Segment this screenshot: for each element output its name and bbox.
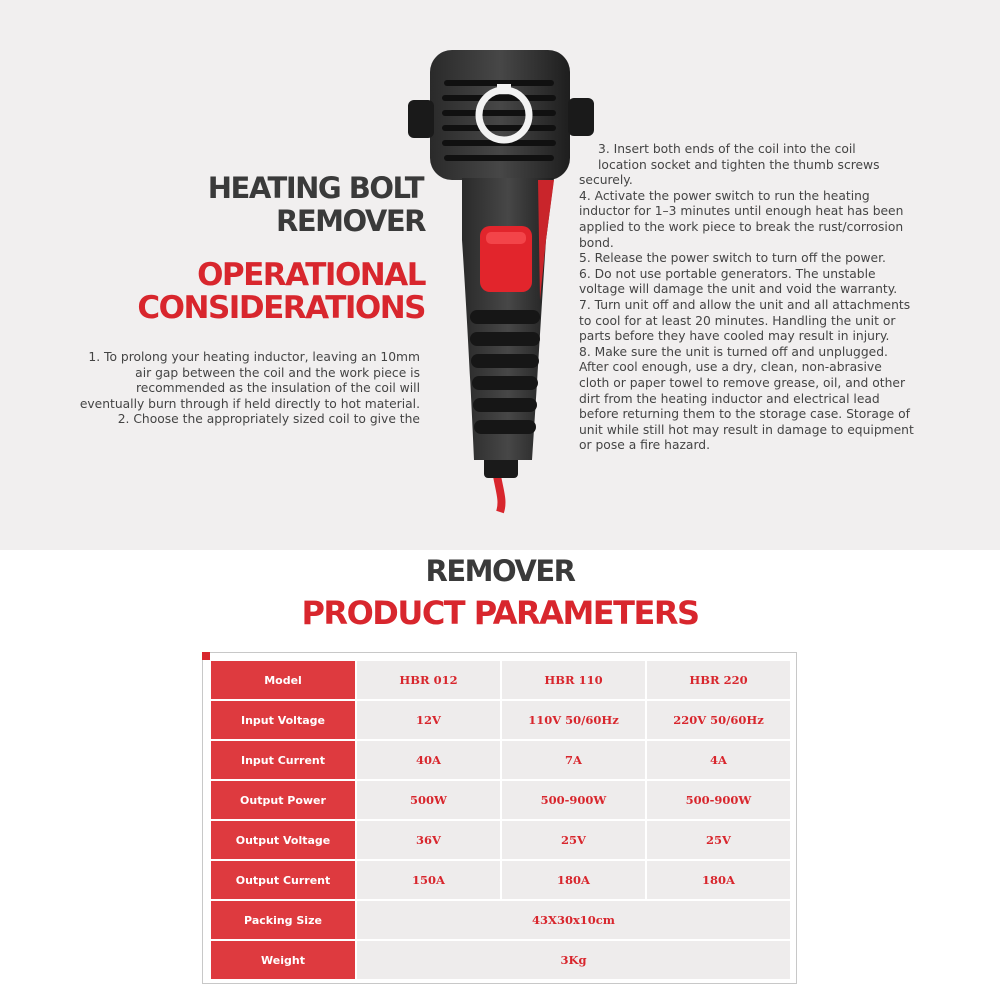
table-cell: 4A [647,741,790,779]
table-row [211,861,790,899]
instruction-line: before returning them to the storage case. Storage of [579,407,911,422]
table-row [211,701,790,739]
instruction-line: 7. Turn unit off and allow the unit and all attachments [579,297,911,312]
instructions-left [80,350,420,428]
table-cell: 25V [647,821,790,859]
section-heading-line-2: CONSIDERATIONS [137,290,425,326]
table-row [211,661,790,699]
instruction-line: air gap between the coil and the work piece is [135,365,420,380]
table-cell: 150A [357,861,500,899]
table-cell: 7A [502,741,645,779]
instruction-line: applied to the work piece to break the rust/corrosion [579,219,904,234]
table-cell: 180A [647,861,790,899]
row-label: Output Current [211,861,355,899]
instruction-line: 2. Choose the appropriately sized coil to give the [117,412,420,427]
instruction-line: After cool enough, use a dry, clean, non-abrasive [579,360,882,375]
table-row [211,901,790,939]
model-cell: HBR 220 [647,661,790,699]
parameters-title: REMOVER [425,554,575,588]
row-label: Input Current [211,741,355,779]
instruction-line: securely. [579,173,633,188]
instruction-line: eventually burn through if held directly to hot material. [79,396,420,411]
instruction-line: 4. Activate the power switch to run the heating [579,188,870,203]
instruction-line: or pose a fire hazard. [579,438,711,453]
table-row [211,821,790,859]
instruction-line: 8. Make sure the unit is turned off and unplugged. [579,344,888,359]
instructions-right [579,142,914,454]
table-cell-merged: 43X30x10cm [357,901,790,939]
table-cell: 40A [357,741,500,779]
table-cell-merged: 3Kg [357,941,790,979]
instruction-line: bond. [579,235,614,250]
table-cell: 500W [357,781,500,819]
table-cell: 36V [357,821,500,859]
instruction-line: location socket and tighten the thumb screws [598,157,880,172]
instruction-line: 1. To prolong your heating inductor, leaving an 10mm [88,350,420,364]
instruction-line: dirt from the heating inductor and electrical lead [579,391,880,406]
row-label: Model [211,661,355,699]
instruction-line: to cool for at least 20 minutes. Handling the unit or [579,313,896,328]
instruction-line: 3. Insert both ends of the coil into the coil [598,142,856,156]
table-cell: 110V 50/60Hz [502,701,645,739]
parameters-subtitle: PRODUCT PARAMETERS [301,594,699,632]
row-label: Packing Size [211,901,355,939]
table-row [211,741,790,779]
row-label: Input Voltage [211,701,355,739]
row-label: Weight [211,941,355,979]
row-label: Output Power [211,781,355,819]
table-cell: 220V 50/60Hz [647,701,790,739]
table-cell: 12V [357,701,500,739]
row-label: Output Voltage [211,821,355,859]
table-row [211,941,790,979]
instruction-line: recommended as the insulation of the coil will [136,381,420,396]
instruction-line: 5. Release the power switch to turn off the power. [579,251,886,266]
model-cell: HBR 110 [502,661,645,699]
instruction-line: voltage will damage the unit and void the warranty. [579,282,898,297]
table-cell: 500-900W [502,781,645,819]
table-cell: 25V [502,821,645,859]
instruction-line: inductor for 1–3 minutes until enough heat has been [579,204,904,219]
page-title-line-1: HEATING BOLT [207,171,423,205]
instruction-line: 6. Do not use portable generators. The unstable [579,266,876,281]
instruction-line: parts before they have cooled may result in injury. [579,329,890,344]
instruction-line: cloth or paper towel to remove grease, oil, and other [579,375,905,390]
heating-tool-image [404,40,604,520]
table-row [211,781,790,819]
table-cell: 500-900W [647,781,790,819]
page-title-line-2: REMOVER [276,204,425,238]
section-heading-line-1: OPERATIONAL [197,257,425,293]
instruction-line: unit while still hot may result in damage to equipment [579,422,914,437]
table-cell: 180A [502,861,645,899]
model-cell: HBR 012 [357,661,500,699]
parameters-table [209,659,792,981]
